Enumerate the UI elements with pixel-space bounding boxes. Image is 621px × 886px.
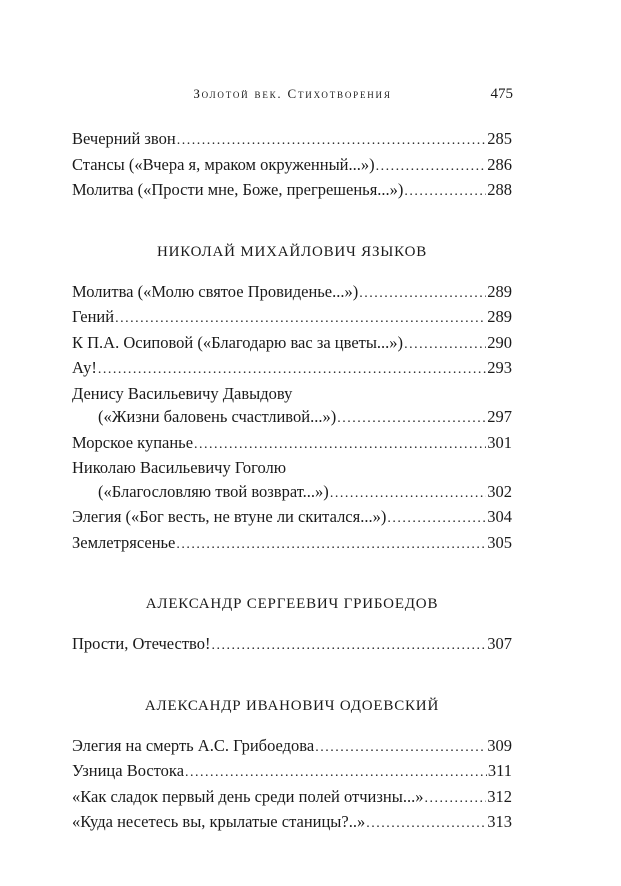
entry-page: 311 [487, 761, 512, 780]
toc-entry [72, 810, 512, 836]
leader-dots [177, 129, 487, 153]
table-of-contents [72, 127, 512, 836]
entry-title: Молитва («Молю святое Провиденье...») [72, 281, 359, 301]
leader-dots [376, 155, 487, 179]
entry-title: Элегия на смерть А.С. Грибоедова [72, 735, 315, 755]
leader-dots [194, 433, 486, 457]
toc-section-griboedov [72, 632, 512, 658]
entry-title: («Жизни баловень счастливой...») [98, 407, 337, 426]
toc-entry [72, 505, 512, 531]
entry-page: 305 [487, 532, 512, 552]
entry-page: 288 [487, 180, 512, 199]
entry-page: 304 [487, 507, 512, 526]
toc-entry [72, 356, 512, 382]
entry-page: 313 [487, 812, 512, 831]
entry-page: 285 [487, 129, 512, 148]
entry-title: Гений [72, 307, 115, 326]
leader-dots [211, 634, 486, 658]
entry-page: 302 [487, 481, 512, 501]
toc-entry [72, 280, 512, 306]
entry-title: Узница Востока [72, 761, 185, 780]
entry-title: Вечерний звон [72, 129, 176, 148]
toc-entry [72, 480, 512, 506]
toc-entry [72, 785, 512, 811]
entry-title-line1: Денису Васильевичу Давыдову [72, 383, 293, 403]
running-title: Золотой век. Стихотворения [193, 86, 392, 101]
toc-entry [72, 632, 512, 658]
entry-title: Элегия («Бог весть, не втуне ли скитался...») [72, 507, 387, 526]
entry-title: Землетрясенье [72, 532, 176, 552]
leader-dots [115, 307, 486, 331]
leader-dots [330, 482, 486, 506]
leader-dots [424, 787, 486, 811]
toc-entry [72, 153, 512, 179]
entry-title: К П.А. Осиповой («Благодарю вас за цветы...») [72, 332, 404, 352]
entry-page: 309 [487, 735, 512, 755]
entry-page: 301 [487, 432, 512, 452]
leader-dots [98, 358, 486, 382]
entry-page: 289 [487, 307, 512, 326]
entry-page: 290 [487, 332, 512, 352]
entry-title: Ау! [72, 358, 97, 377]
entry-page: 293 [487, 358, 512, 377]
toc-entry [72, 331, 512, 357]
entry-title: Стансы («Вчера я, мраком окруженный...») [72, 154, 375, 174]
leader-dots [315, 736, 486, 760]
toc-section-yazykov [72, 280, 512, 557]
entry-page: 297 [487, 407, 512, 426]
toc-section-odoevsky [72, 734, 512, 836]
leader-dots [387, 507, 486, 531]
entry-title: «Как сладок первый день среди полей отчизны...» [72, 786, 424, 806]
toc-section-intro [72, 127, 512, 204]
entry-title: Прости, Отечество! [72, 634, 211, 653]
toc-entry [72, 431, 512, 457]
leader-dots [359, 282, 486, 306]
toc-entry [72, 734, 512, 760]
page-header [72, 86, 513, 106]
entry-title: «Куда несетесь вы, крылатые станицы?..» [72, 812, 366, 831]
author-heading: АЛЕКСАНДР СЕРГЕЕВИЧ ГРИБОЕДОВ [145, 596, 439, 612]
toc-entry [72, 405, 512, 431]
leader-dots [404, 180, 486, 204]
entry-page: 307 [487, 634, 512, 653]
toc-entry [72, 531, 512, 557]
entry-title: Морское купанье [72, 432, 194, 452]
leader-dots [337, 407, 486, 431]
leader-dots [185, 761, 487, 785]
page-number: 475 [490, 86, 513, 102]
entry-title: («Благословляю твой возврат...») [98, 481, 329, 501]
entry-title: Молитва («Прости мне, Боже, прегрешенья...») [72, 180, 404, 199]
entry-page: 286 [487, 154, 512, 174]
toc-entry [72, 759, 512, 785]
toc-entry [72, 178, 512, 204]
entry-page: 312 [487, 786, 512, 806]
toc-entry [72, 127, 512, 153]
leader-dots [366, 812, 486, 836]
author-heading: НИКОЛАЙ МИХАЙЛОВИЧ ЯЗЫКОВ [156, 243, 428, 260]
entry-title-line1: Николаю Васильевичу Гоголю [72, 458, 287, 477]
leader-dots [404, 333, 486, 357]
leader-dots [176, 533, 486, 557]
author-heading: АЛЕКСАНДР ИВАНОВИЧ ОДОЕВСКИЙ [144, 697, 440, 714]
entry-page: 289 [487, 281, 512, 301]
toc-entry [72, 305, 512, 331]
